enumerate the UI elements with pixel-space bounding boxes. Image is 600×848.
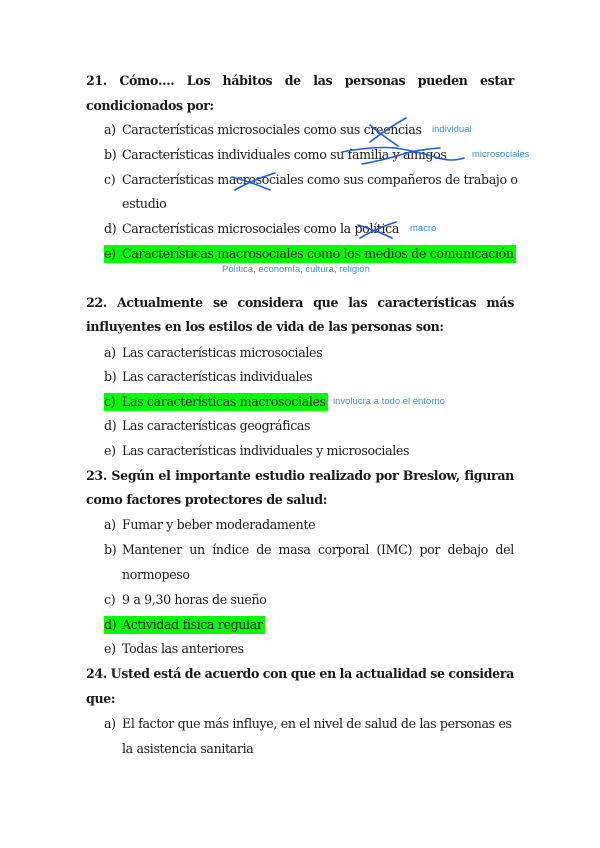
- q21-option-c: c) Características macrosociales como sus compañeros de trabajo o: [104, 172, 518, 187]
- q21-option-d: d) Características microsociales como la política: [104, 221, 400, 236]
- question-24-heading: 24. Usted está de acuerdo con que en la actualidad se considera: [86, 666, 514, 681]
- q24-option-a: a) El factor que más influye, en el nivel de salud de las personas es: [104, 716, 512, 731]
- question-21-heading-cont: condicionados por:: [86, 98, 214, 113]
- q23-option-c: c) 9 a 9,30 horas de sueño: [104, 592, 267, 607]
- question-21-heading: 21. Cómo…. Los hábitos de las personas pueden estar: [86, 73, 514, 88]
- q21-e-annotation: Política, economía, cultura, religión: [222, 264, 370, 275]
- question-23-heading: 23. Según el importante estudio realizado por Breslow, figuran: [86, 468, 514, 483]
- q21-option-e-highlighted: e) Características macrosociales como los medios de comunicación: [104, 246, 514, 261]
- question-number: 21.: [86, 73, 107, 88]
- q21-option-b: b) Características individuales como su familia y amigos: [104, 147, 447, 162]
- q21-a-annotation: individual: [432, 124, 472, 135]
- q22-option-b: b) Las características individuales: [104, 369, 313, 384]
- question-23-heading-cont: como factores protectores de salud:: [86, 492, 328, 507]
- q24-option-a-cont: la asistencia sanitaria: [122, 741, 254, 756]
- q22-option-c-highlighted: c) Las características macrosociales: [104, 394, 326, 409]
- question-22-heading-cont: influyentes en los estilos de vida de las personas son:: [86, 319, 444, 334]
- q23-option-e: e) Todas las anteriores: [104, 641, 244, 656]
- question-number: 22.: [86, 295, 107, 310]
- question-number: 24.: [86, 666, 107, 681]
- q22-c-annotation: involucra a todo el entorno: [333, 396, 445, 407]
- q23-option-b-cont: normopeso: [122, 567, 190, 582]
- q21-b-annotation: microsociales: [472, 149, 530, 160]
- q23-option-a: a) Fumar y beber moderadamente: [104, 517, 316, 532]
- question-number: 23.: [86, 468, 107, 483]
- q23-option-d-highlighted: d) Actividad física regular: [104, 617, 263, 632]
- q23-option-b-text: Mantener un índice de masa corporal (IMC) por debajo del: [122, 542, 514, 557]
- question-24-heading-cont: que:: [86, 691, 116, 706]
- q22-option-a: a) Las características microsociales: [104, 345, 323, 360]
- q21-option-a: a) Características microsociales como sus creencias: [104, 122, 422, 137]
- question-22-heading: 22. Actualmente se considera que las características más: [86, 295, 514, 310]
- q23-option-b: b) Mantener un índice de masa corporal (IMC) por debajo del: [104, 542, 514, 557]
- q22-option-d: d) Las características geográficas: [104, 418, 311, 433]
- q21-d-annotation: macro: [410, 223, 437, 234]
- q21-option-c-cont: estudio: [122, 196, 167, 211]
- q22-option-e: e) Las características individuales y microsociales: [104, 443, 410, 458]
